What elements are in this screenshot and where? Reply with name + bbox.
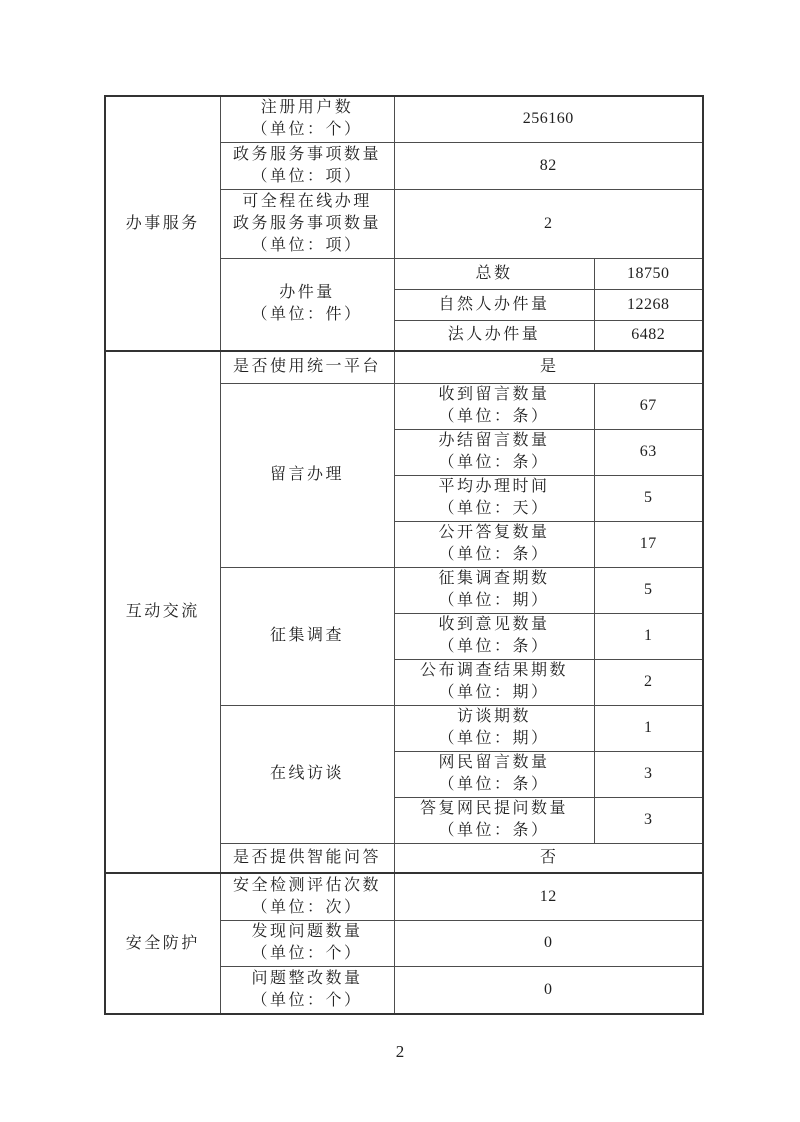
submetric-label: 法人办件量 — [447, 326, 541, 344]
metric-value: 17 — [639, 535, 657, 552]
group-label-cell — [220, 258, 394, 351]
metric-value-cell — [394, 189, 703, 258]
metric-value: 0 — [544, 980, 553, 998]
metric-label: 是否使用统一平台 — [232, 358, 381, 376]
submetric-label-cell — [394, 383, 594, 429]
submetric-unit: （单位：条） — [438, 408, 550, 425]
metric-unit: （单位：个） — [251, 121, 363, 139]
metric-value-cell — [594, 383, 703, 429]
group-label: 办件量 — [279, 284, 335, 302]
metric-label-cell — [220, 351, 394, 383]
submetric-unit: （单位：条） — [438, 454, 550, 471]
group-label: 征集调查 — [269, 627, 344, 644]
submetric-unit: （单位：条） — [438, 776, 550, 793]
metric-value: 1 — [644, 627, 653, 644]
submetric-label: 公布调查结果期数 — [419, 662, 568, 679]
metric-value: 256160 — [522, 110, 574, 128]
submetric-label: 办结留言数量 — [438, 432, 550, 449]
metric-value-cell — [594, 567, 703, 613]
metric-value-cell — [594, 258, 703, 289]
group-label: 在线访谈 — [269, 765, 344, 782]
metric-value: 是 — [539, 358, 557, 376]
submetric-label: 总数 — [475, 264, 513, 282]
section-label: 办事服务 — [125, 214, 200, 232]
metric-value: 0 — [544, 934, 553, 951]
submetric-label: 收到意见数量 — [438, 616, 550, 633]
metric-value: 63 — [639, 443, 657, 460]
metric-label: 政务服务事项数量 — [232, 145, 381, 163]
submetric-label-cell — [394, 475, 594, 521]
submetric-label-cell — [394, 320, 594, 351]
metric-label: 安全检测评估次数 — [232, 876, 381, 894]
metric-value-cell — [594, 797, 703, 843]
submetric-label-cell — [394, 613, 594, 659]
submetric-label-cell — [394, 429, 594, 475]
submetric-label: 平均办理时间 — [438, 478, 550, 495]
metric-value: 5 — [644, 489, 653, 506]
metric-value-cell — [594, 659, 703, 705]
metric-value-cell — [594, 320, 703, 351]
section-label-cell — [105, 873, 220, 1014]
submetric-label: 网民留言数量 — [438, 754, 550, 771]
submetric-unit: （单位：条） — [438, 638, 550, 655]
metric-value-cell — [394, 966, 703, 1014]
metric-value: 1 — [644, 719, 653, 736]
submetric-unit: （单位：期） — [438, 684, 550, 701]
submetric-label-cell — [394, 567, 594, 613]
metric-value-cell — [394, 843, 703, 873]
group-label-cell — [220, 567, 394, 705]
metric-value-cell — [394, 873, 703, 920]
metric-unit: （单位：个） — [251, 991, 363, 1009]
metric-label-cell — [220, 189, 394, 258]
metric-label: 可全程在线办理 — [242, 192, 372, 210]
report-table — [104, 95, 704, 1015]
metric-value: 3 — [644, 811, 653, 828]
metric-label: 是否提供智能问答 — [232, 848, 381, 866]
metric-value: 82 — [539, 156, 557, 174]
submetric-label-cell — [394, 659, 594, 705]
submetric-label: 答复网民提问数量 — [419, 800, 568, 817]
submetric-label-cell — [394, 258, 594, 289]
submetric-unit: （单位：条） — [438, 546, 550, 563]
section-label: 互动交流 — [125, 603, 200, 620]
metric-label-cell — [220, 920, 394, 966]
group-label-cell — [220, 705, 394, 843]
submetric-unit: （单位：天） — [438, 500, 550, 517]
submetric-label: 访谈期数 — [456, 708, 531, 725]
metric-value: 2 — [644, 673, 653, 690]
metric-value: 18750 — [627, 264, 670, 282]
submetric-unit: （单位：期） — [438, 592, 550, 609]
metric-value: 6482 — [631, 326, 666, 344]
metric-label-cell — [220, 96, 394, 142]
metric-value-cell — [394, 142, 703, 189]
submetric-label: 公开答复数量 — [438, 524, 550, 541]
submetric-label-cell — [394, 705, 594, 751]
submetric-label-cell — [394, 751, 594, 797]
metric-value: 2 — [544, 214, 553, 232]
metric-value: 否 — [539, 848, 557, 866]
metric-unit: （单位：个） — [251, 945, 363, 962]
metric-value-cell — [394, 351, 703, 383]
metric-value-cell — [594, 429, 703, 475]
submetric-label: 收到留言数量 — [438, 386, 550, 403]
metric-value-cell — [594, 289, 703, 320]
metric-label-cell — [220, 966, 394, 1014]
section-label-cell — [105, 96, 220, 351]
metric-label-line2: 政务服务事项数量 — [232, 214, 381, 232]
metric-value: 5 — [644, 581, 653, 598]
metric-value-cell — [594, 475, 703, 521]
metric-value-cell — [394, 96, 703, 142]
metric-label: 注册用户数 — [260, 99, 354, 117]
page-number: 2 — [395, 1042, 405, 1061]
metric-value: 12268 — [627, 295, 670, 313]
section-label: 安全防护 — [125, 934, 200, 952]
metric-value-cell — [594, 751, 703, 797]
metric-unit: （单位：项） — [251, 167, 363, 185]
metric-value-cell — [394, 920, 703, 966]
submetric-label-cell — [394, 521, 594, 567]
metric-label-cell — [220, 873, 394, 920]
metric-label: 发现问题数量 — [251, 923, 363, 940]
submetric-label: 征集调查期数 — [438, 570, 550, 587]
metric-value-cell — [594, 613, 703, 659]
metric-value: 67 — [639, 397, 657, 414]
metric-value: 12 — [539, 887, 557, 905]
metric-unit: （单位：项） — [251, 236, 363, 254]
metric-label: 问题整改数量 — [251, 969, 363, 987]
submetric-unit: （单位：条） — [438, 822, 550, 839]
group-unit: （单位：件） — [251, 306, 363, 324]
group-label: 留言办理 — [269, 466, 344, 483]
metric-label-cell — [220, 142, 394, 189]
submetric-unit: （单位：期） — [438, 730, 550, 747]
metric-value-cell — [594, 705, 703, 751]
metric-value-cell — [594, 521, 703, 567]
metric-label-cell — [220, 843, 394, 873]
group-label-cell — [220, 383, 394, 567]
metric-value: 3 — [644, 765, 653, 782]
submetric-label: 自然人办件量 — [438, 295, 550, 313]
submetric-label-cell — [394, 797, 594, 843]
section-label-cell — [105, 351, 220, 873]
metric-unit: （单位：次） — [251, 898, 363, 916]
submetric-label-cell — [394, 289, 594, 320]
